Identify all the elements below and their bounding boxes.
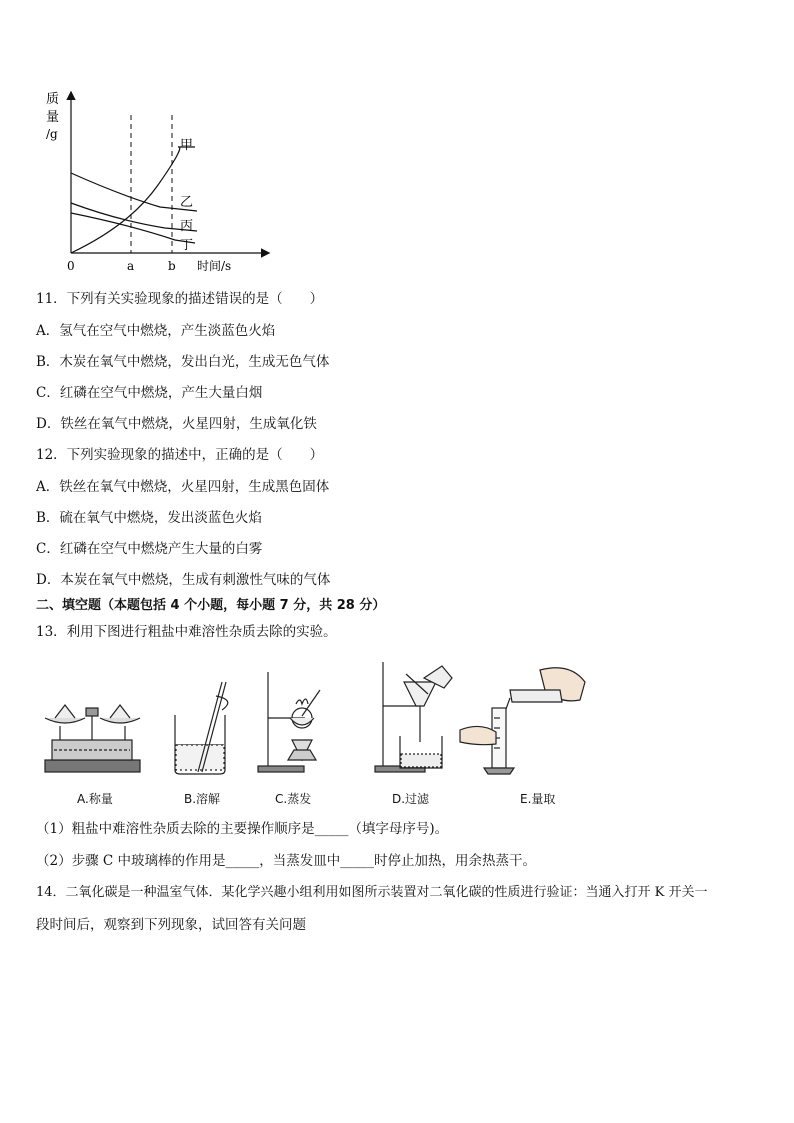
caption-d: D.过滤 <box>392 792 430 806</box>
q12-stem: 12．下列实验现象的描述中，正确的是（ ） <box>36 447 324 463</box>
q14-line-2: 段时间后，观察到下列现象，试回答有关问题 <box>36 917 306 933</box>
q11-option-b: B．木炭在氧气中燃烧，发出白光，生成无色气体 <box>36 354 330 370</box>
caption-b: B.溶解 <box>184 792 221 806</box>
q12-option-b: B．硫在氧气中燃烧，发出淡蓝色火焰 <box>36 510 262 526</box>
section-2-heading: 二、填空题（本题包括 4 个小题，每小题 7 分，共 28 分） <box>36 598 386 613</box>
q13-stem: 13．利用下图进行粗盐中难溶性杂质去除的实验。 <box>36 624 337 640</box>
series-label-jia: 甲 <box>180 138 194 153</box>
caption-e: E.量取 <box>520 792 556 806</box>
origin-label: 0 <box>67 259 75 273</box>
series-label-yi: 乙 <box>180 195 194 210</box>
caption-c: C.蒸发 <box>275 792 312 806</box>
balance-illustration <box>45 705 140 772</box>
xtick-a: a <box>127 259 135 273</box>
ylabel-line-3: /g <box>46 127 58 141</box>
series-label-bing: 丙 <box>180 219 194 234</box>
xtick-b: b <box>168 259 176 273</box>
q11-option-c: C．红磷在空气中燃烧，产生大量白烟 <box>36 385 263 401</box>
xlabel: 时间/s <box>197 259 232 273</box>
ylabel-line-2: 量 <box>46 110 60 125</box>
caption-a: A.称量 <box>77 792 113 806</box>
curve-ding <box>71 213 195 243</box>
apparatus-illustrations <box>40 660 600 785</box>
q12-option-d: D．本炭在氧气中燃烧，生成有刺激性气味的气体 <box>36 572 331 588</box>
curve-yi <box>71 173 197 211</box>
filtration-illustration <box>375 662 452 772</box>
measuring-illustration <box>460 668 585 774</box>
mass-time-graph <box>40 85 280 280</box>
dissolving-illustration <box>175 682 228 774</box>
q14-line-1: 14．二氧化碳是一种温室气体．某化学兴趣小组利用如图所示装置对二氧化碳的性质进行验证：当通入打开 K 开关一 <box>36 885 708 900</box>
q13-sub2: （2）步骤 C 中玻璃棒的作用是_____，当蒸发皿中_____时停止加热，用余热蒸干。 <box>36 853 537 869</box>
q12-option-a: A．铁丝在氧气中燃烧，火星四射，生成黑色固体 <box>36 479 330 495</box>
evaporation-illustration <box>258 672 320 772</box>
series-label-ding: 丁 <box>180 238 194 253</box>
q11-option-a: A．氢气在空气中燃烧，产生淡蓝色火焰 <box>36 323 276 339</box>
q12-option-c: C．红磷在空气中燃烧产生大量的白雾 <box>36 541 263 557</box>
q11-stem: 11．下列有关实验现象的描述错误的是（ ） <box>36 291 324 307</box>
curve-jia <box>71 147 195 253</box>
ylabel-line-1: 质 <box>46 92 60 107</box>
q11-option-d: D．铁丝在氧气中燃烧，火星四射，生成氧化铁 <box>36 416 317 432</box>
q13-sub1: （1）粗盐中难溶性杂质去除的主要操作顺序是_____（填字母序号)。 <box>36 821 449 837</box>
